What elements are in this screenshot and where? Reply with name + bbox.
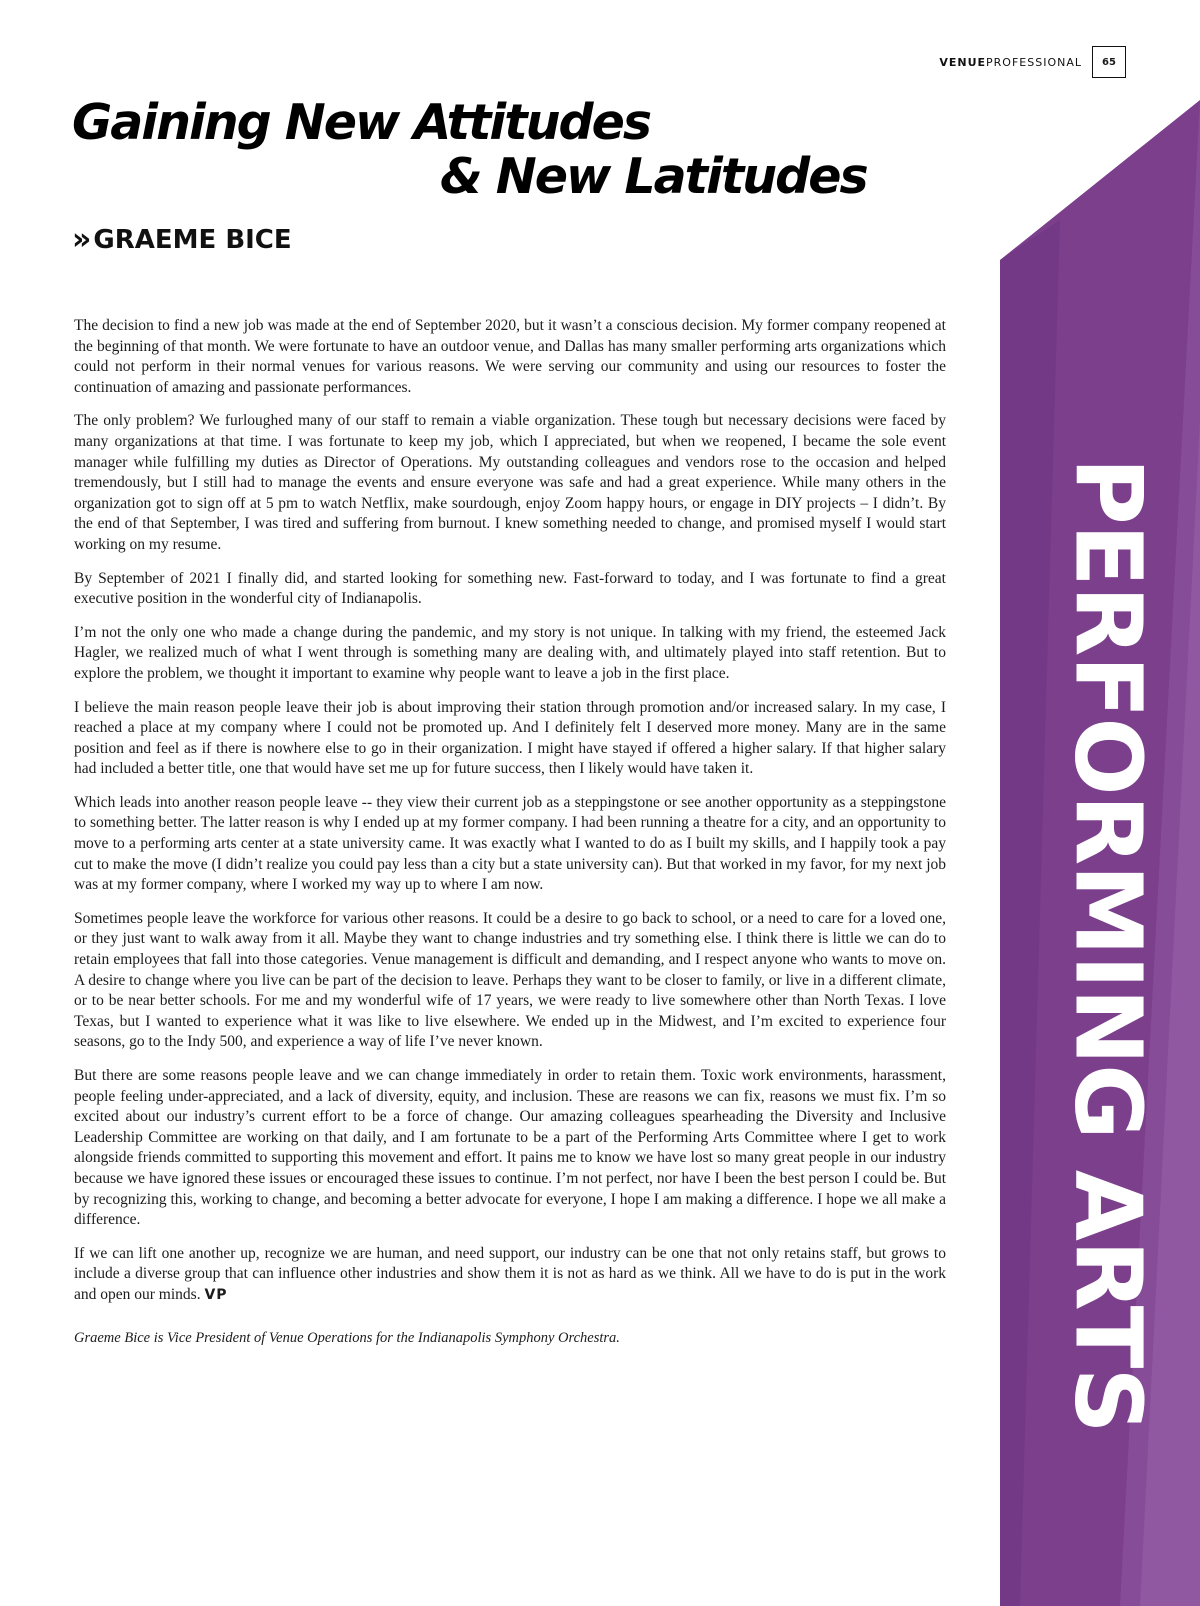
paragraph: The only problem? We furloughed many of our staff to remain a viable organization. These tough but necessary decisions were faced by many organizations at that time. I was fortunate to keep my job, which I appreciated, but when we reopened, I became the sole event manager while fulfilling my duties as Director of Operations. My outstanding colleagues and vendors rose to the occasion and helped tremendously, but I still had to manage the events and ensure everyone was safe and had a great experience. While many others in the organization got to sign off at 5 pm to watch Netflix, make sourdough, enjoy Zoom happy hours, or engage in DIY projects – I didn’t. By the end of that September, I was tired and suffering from burnout. I knew something needed to change, and promised myself I would start working on my resume. bbox=[74, 412, 946, 553]
section-label: PERFORMING ARTS bbox=[1054, 457, 1162, 1433]
end-mark: VP bbox=[204, 1286, 228, 1303]
author-bio: Graeme Bice is Vice President of Venue Operations for the Indianapolis Symphony Orchestra. bbox=[74, 1329, 620, 1346]
paragraph-text: If we can lift one another up, recognize we are human, and need support, our industry can be one that not only retains staff, but grows to include a diverse group that can influence other industries and show them it is not as hard as we think. All we have to do is put in the work and open our minds. bbox=[74, 1244, 946, 1303]
section-sidebar bbox=[1000, 0, 1200, 1606]
paragraph: I’m not the only one who made a change during the pandemic, and my story is not unique. In talking with my friend, the esteemed Jack Hagler, we realized much of what I went through is something many are dealing with, and ultimately played into staff retention. But to explore the problem, we thought it important to examine why people want to leave a job in the first place. bbox=[74, 623, 946, 682]
brand-light: PROFESSIONAL bbox=[986, 55, 1082, 69]
page-number: 65 bbox=[1092, 46, 1126, 78]
brand-bold: VENUE bbox=[939, 55, 987, 69]
paragraph: But there are some reasons people leave and we can change immediately in order to retain them. Toxic work environments, harassment, people feeling under-appreciated, and a lack of diversity, equity, and inclusion. These are reasons we can fix, reasons we must fix. I’m so excited about our industry’s current effort to be a force of change. Our amazing colleagues spearheading the Diversity and Inclusive Leadership Committee are working on that daily, and I am fortunate to be a part of the Performing Arts Committee where I get to work alongside friends committed to supporting this movement and effort. It pains me to know we have lost so many great people in our industry because we have ignored these issues or encouraged these issues to continue. I’m not perfect, nor have I been the best person I could be. But by recognizing this, working to change, and becoming a better advocate for everyone, I hope I am making a difference. I hope we all make a difference. bbox=[74, 1067, 946, 1229]
paragraph: The decision to find a new job was made at the end of September 2020, but it wasn’t a conscious decision. My former company reopened at the beginning of that month. We were fortunate to have an outdoor venue, and Dallas has many smaller performing arts organizations which could not perform in their normal venues for various reasons. We were serving our community and using our resources to foster the continuation of amazing and passionate performances. bbox=[74, 317, 946, 396]
article-title bbox=[72, 96, 867, 204]
paragraph: Which leads into another reason people leave -- they view their current job as a steppingstone or see another opportunity as a steppingstone to something better. The latter reason is why I ended up at my former company. I had been running a theatre for a city, and an opportunity to move to a performing arts center at a state university came. It was exactly what I wanted to do as I built my skills, and I happily took a pay cut to make the move (I didn’t realize you could pay less than a city but a state university can). But that worked in my favor, for my next job was at my former company, where I worked my way up to where I am now. bbox=[74, 793, 946, 894]
author-name: GRAEME BICE bbox=[93, 224, 292, 255]
double-chevron-icon: » bbox=[72, 222, 88, 257]
title-line-2: & New Latitudes bbox=[440, 148, 867, 205]
byline bbox=[72, 222, 292, 257]
title-line-1: Gaining New Attitudes bbox=[72, 94, 651, 151]
paragraph: By September of 2021 I finally did, and started looking for something new. Fast-forward to today, and I was fortunate to find a great executive position in the wonderful city of Indianapolis. bbox=[74, 569, 946, 608]
final-paragraph bbox=[74, 1244, 946, 1306]
paragraph: I believe the main reason people leave their job is about improving their station through promotion and/or increased salary. In my case, I reached a place at my company where I could not be promoted up. And I definitely felt I deserved more money. Many are in the same position and feel as if there is nowhere else to go in their organization. I might have stayed if offered a higher salary. If that higher salary had included a better title, one that would have set me up for future success, then I likely would have taken it. bbox=[74, 698, 946, 778]
article-body bbox=[74, 316, 946, 1361]
paragraph: Sometimes people leave the workforce for various other reasons. It could be a desire to go back to school, or a need to care for a loved one, or they just want to walk away from it all. Maybe they want to change industries and try something else. I think there is little we can do to retain employees that fall into those categories. Venue management is difficult and demanding, and I respect anyone who wants to move on. A desire to change where you live can be part of the decision to leave. Perhaps they want to be closer to family, or live in a different climate, or to be near better schools. For me and my wonderful wife of 17 years, we were ready to live somewhere other than North Texas. I love Texas, but I wanted to experience what it was like to live elsewhere. We ended up in the Midwest, and I’m excited to experience four seasons, go to the Indy 500, and experience a way of life I’ve never known. bbox=[74, 909, 946, 1051]
